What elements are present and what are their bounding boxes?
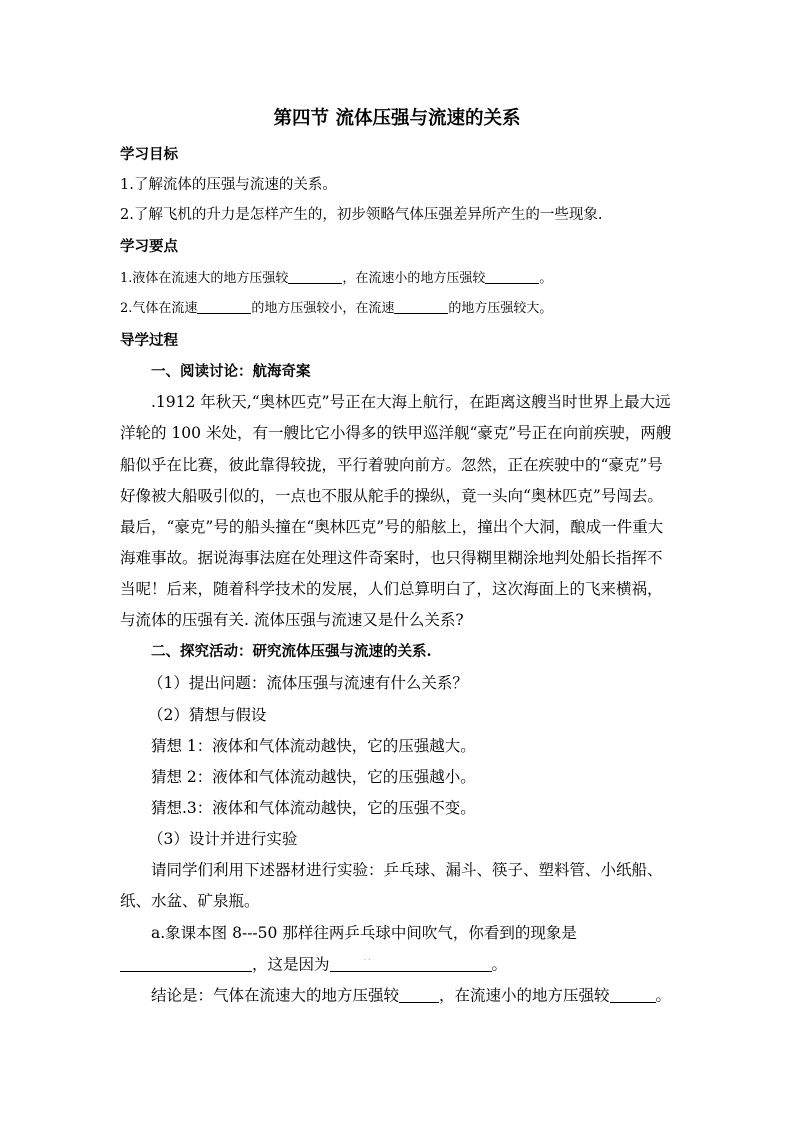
process-heading: 导学过程 xyxy=(120,332,178,349)
step-a-text-a: ，这是因为 xyxy=(252,955,330,974)
answer-blank[interactable] xyxy=(120,955,252,972)
step-a: a.象课本图 8---50 那样往两乒乓球中间吹气，你看到的现象是 xyxy=(151,924,577,942)
question-1: （1）提出问题：流体压强与流速有什么关系？ xyxy=(148,674,468,692)
story-line: 最后，“豪克”号的船头撞在“奥林匹克”号的船舷上，撞出个大洞，酿成一件重大 xyxy=(120,518,664,536)
points-heading: 学习要点 xyxy=(120,238,178,255)
section1-heading: 一、阅读讨论：航海奇案 xyxy=(151,363,311,380)
goal-item-1: 1.了解流体的压强与流速的关系。 xyxy=(120,177,337,193)
conclusion-text-c: 。 xyxy=(655,986,672,1005)
story-line: .1912 年秋天,“奥林匹克”号正在大海上航行，在距离这艘当时世界上最大远 xyxy=(151,393,671,411)
question-3: （3）设计并进行实验 xyxy=(148,830,298,848)
step-a-text-b: 。 xyxy=(491,955,508,974)
section2-heading: 二、探究活动：研究流体压强与流速的关系. xyxy=(151,643,432,660)
goal-item-2: 2.了解飞机的升力是怎样产生的，初步领略气体压强差异所产生的一些现象. xyxy=(120,207,603,223)
story-line: 海难事故。据说海事法庭在处理这件奇案时，也只得糊里糊涂地判处船长指挥不 xyxy=(120,549,663,567)
step-a-line-2 xyxy=(120,955,507,974)
stray-dots: ．． xyxy=(363,953,378,963)
answer-blank[interactable] xyxy=(485,270,539,284)
conclusion-text-b: ，在流速小的地方压强较 xyxy=(439,986,610,1005)
point1-text-b: ，在流速小的地方压强较 xyxy=(342,271,486,286)
story-line: 船似乎在比赛，彼此靠得较拢，平行着驶向前方。忽然，正在疾驶中的“豪克”号 xyxy=(120,456,663,474)
point2-text-b: 的地方压强较小，在流速 xyxy=(251,301,395,316)
answer-blank[interactable] xyxy=(288,270,342,284)
conclusion-line xyxy=(151,986,671,1005)
goals-heading: 学习目标 xyxy=(120,146,178,163)
experiment-line: 纸、水盆、矿泉瓶。 xyxy=(120,892,260,910)
experiment-line: 请同学们利用下述器材进行实验：乒乓球、漏斗、筷子、塑料管、小纸船、 xyxy=(151,861,663,879)
question-2: （2）猜想与假设 xyxy=(148,706,267,724)
story-line: 好像被大船吸引似的，一点也不服从舵手的操纵，竟一头向“奥林匹克”号闯去。 xyxy=(120,487,663,505)
point1-text-a: 1.液体在流速大的地方压强较 xyxy=(120,271,289,286)
point1-text-c: 。 xyxy=(539,271,553,286)
guess-2: 猜想 2：液体和气体流动越快，它的压强越小。 xyxy=(151,768,476,786)
guess-3: 猜想.3：液体和气体流动越快，它的压强不变。 xyxy=(151,799,476,817)
guess-1: 猜想 1：液体和气体流动越快，它的压强越大。 xyxy=(151,737,476,755)
story-line: 洋轮的 100 米处，有一艘比它小得多的铁甲巡洋舰“豪克”号正在向前疾驶，两艘 xyxy=(120,424,672,442)
point-item-2 xyxy=(120,300,552,317)
story-line: 当呢！后来，随着科学技术的发展，人们总算明白了，这次海面上的飞来横祸， xyxy=(120,580,663,598)
point2-text-a: 2.气体在流速 xyxy=(120,301,198,316)
page-title: 第四节 流体压强与流速的关系 xyxy=(273,108,521,129)
point-item-1 xyxy=(120,270,552,287)
story-line: 与流体的压强有关. 流体压强与流速又是什么关系? xyxy=(120,611,464,629)
answer-blank[interactable] xyxy=(394,300,448,314)
answer-blank[interactable] xyxy=(610,986,656,1003)
answer-blank[interactable] xyxy=(330,955,492,972)
conclusion-text-a: 结论是：气体在流速大的地方压强较 xyxy=(151,986,400,1005)
point2-text-c: 的地方压强较大。 xyxy=(448,301,553,316)
answer-blank[interactable] xyxy=(399,986,439,1003)
answer-blank[interactable] xyxy=(197,300,251,314)
